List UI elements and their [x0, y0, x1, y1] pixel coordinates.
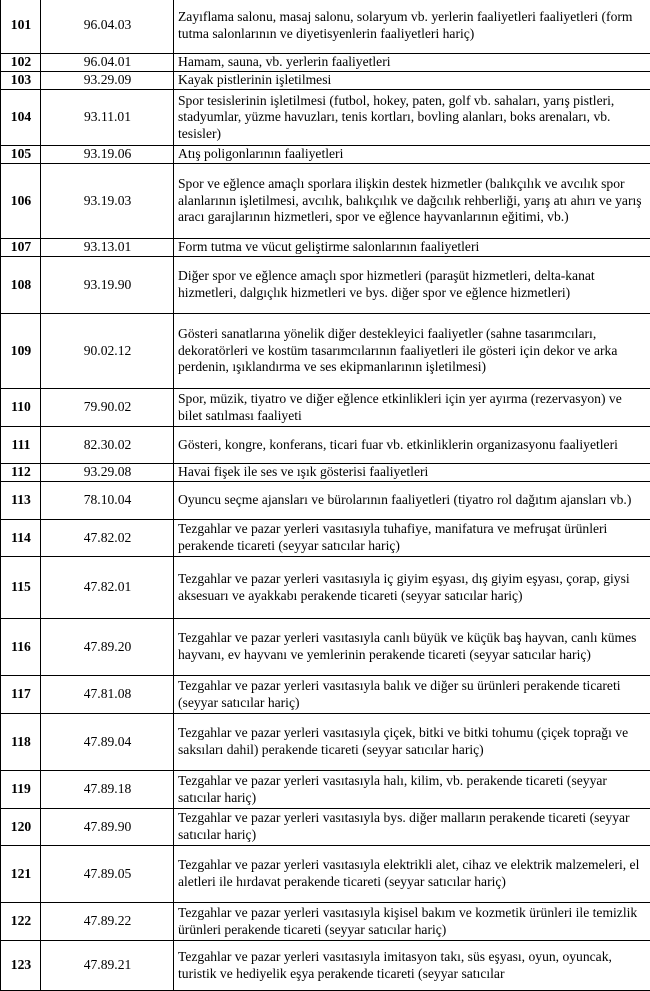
- table-row: [1, 619, 650, 676]
- activity-code: 47.89.18: [41, 771, 174, 809]
- activity-code: 93.29.09: [41, 72, 174, 90]
- activity-code: 47.89.20: [41, 619, 174, 676]
- activity-code: 93.19.90: [41, 257, 174, 314]
- activity-description: Tezgahlar ve pazar yerleri vasıtasıyla tuhafiye, manifatura ve mefruşat ürünleri perakende ticareti (seyyar satıcılar hariç): [174, 520, 650, 557]
- row-number: 110: [1, 389, 41, 427]
- row-number: 107: [1, 239, 41, 257]
- row-number: 102: [1, 54, 41, 72]
- activity-code: 47.81.08: [41, 676, 174, 714]
- row-number: 122: [1, 903, 41, 941]
- row-number: 106: [1, 164, 41, 239]
- table-row: [1, 464, 650, 482]
- activity-code: 47.89.21: [41, 941, 174, 991]
- table-row: [1, 314, 650, 389]
- table-row: [1, 164, 650, 239]
- table-row: [1, 676, 650, 714]
- activity-code: 47.82.01: [41, 557, 174, 619]
- activity-description: Tezgahlar ve pazar yerleri vasıtasıyla çiçek, bitki ve bitki tohumu (çiçek toprağı ve saksıları dahil) perakende ticareti (seyyar satıcılar hariç): [174, 714, 650, 771]
- activity-code: 47.89.04: [41, 714, 174, 771]
- activity-description: Atış poligonlarının faaliyetleri: [174, 146, 650, 164]
- table-row: [1, 427, 650, 464]
- activity-code: 79.90.02: [41, 389, 174, 427]
- row-number: 112: [1, 464, 41, 482]
- activity-description: Tezgahlar ve pazar yerleri vasıtasıyla iç giyim eşyası, dış giyim eşyası, çorap, giysi aksesuarı ve ayakkabı perakende ticareti (seyyar satıcılar hariç): [174, 557, 650, 619]
- activity-code: 47.82.02: [41, 520, 174, 557]
- table-row: [1, 809, 650, 846]
- table-row: [1, 72, 650, 90]
- row-number: 115: [1, 557, 41, 619]
- table-row: [1, 714, 650, 771]
- row-number: 118: [1, 714, 41, 771]
- row-number: 113: [1, 482, 41, 520]
- table-row: [1, 0, 650, 54]
- activity-code: 47.89.05: [41, 846, 174, 903]
- row-number: 111: [1, 427, 41, 464]
- activity-description: Tezgahlar ve pazar yerleri vasıtasıyla kişisel bakım ve kozmetik ürünleri ile temizlik ürünleri perakende ticareti (seyyar satıcılar hariç): [174, 903, 650, 941]
- row-number: 121: [1, 846, 41, 903]
- activity-description: Spor tesislerinin işletilmesi (futbol, hokey, paten, golf vb. sahaları, yarış pistleri, stadyumlar, yüzme havuzları, tenis kortları, bovling alanları, boks arenaları, vb. tesisler): [174, 90, 650, 146]
- activity-code: 90.02.12: [41, 314, 174, 389]
- table-row: [1, 846, 650, 903]
- activity-description: Form tutma ve vücut geliştirme salonlarının faaliyetleri: [174, 239, 650, 257]
- activity-description: Spor ve eğlence amaçlı sporlara ilişkin destek hizmetler (balıkçılık ve avcılık spor alanlarının işletilmesi, avcılık, balıkçılık ve dağcılık rehberliği, yarış atı ahırı ve yarış aracı garajlarının hizmetleri, spor ve eğlence hayvanlarının eğitimi, vb.): [174, 164, 650, 239]
- activity-description: Hamam, sauna, vb. yerlerin faaliyetleri: [174, 54, 650, 72]
- table-row: [1, 557, 650, 619]
- row-number: 119: [1, 771, 41, 809]
- activity-description: Tezgahlar ve pazar yerleri vasıtasıyla elektrikli alet, cihaz ve elektrik malzemeleri, el aletleri ile hırdavat perakende ticareti (seyyar satıcılar hariç): [174, 846, 650, 903]
- activity-description: Tezgahlar ve pazar yerleri vasıtasıyla canlı büyük ve küçük baş hayvan, canlı kümes hayvanı, ev hayvanı ve yemlerinin perakende ticareti (seyyar satıcılar hariç): [174, 619, 650, 676]
- row-number: 114: [1, 520, 41, 557]
- table-row: [1, 146, 650, 164]
- table-row: [1, 771, 650, 809]
- table-row: [1, 257, 650, 314]
- table-row: [1, 389, 650, 427]
- activity-code: 82.30.02: [41, 427, 174, 464]
- activity-description: Tezgahlar ve pazar yerleri vasıtasıyla balık ve diğer su ürünleri perakende ticareti (seyyar satıcılar hariç): [174, 676, 650, 714]
- table-body: [1, 0, 650, 991]
- activity-description: Spor, müzik, tiyatro ve diğer eğlence etkinlikleri için yer ayırma (rezervasyon) ve bilet satılması faaliyeti: [174, 389, 650, 427]
- table-row: [1, 903, 650, 941]
- row-number: 101: [1, 0, 41, 54]
- table-row: [1, 520, 650, 557]
- activity-code: 96.04.03: [41, 0, 174, 54]
- row-number: 117: [1, 676, 41, 714]
- activity-description: Diğer spor ve eğlence amaçlı spor hizmetleri (paraşüt hizmetleri, delta-kanat hizmetleri, dalgıçlık hizmetleri ve bys. diğer spor ve eğlence hizmetleri): [174, 257, 650, 314]
- activity-code: 93.19.06: [41, 146, 174, 164]
- activity-description: Kayak pistlerinin işletilmesi: [174, 72, 650, 90]
- activity-code: 47.89.90: [41, 809, 174, 846]
- activity-code: 93.11.01: [41, 90, 174, 146]
- activity-code: 47.89.22: [41, 903, 174, 941]
- activity-code: 78.10.04: [41, 482, 174, 520]
- table-row: [1, 90, 650, 146]
- activity-description: Gösteri sanatlarına yönelik diğer destekleyici faaliyetler (sahne tasarımcıları, dekoratörleri ve kostüm tasarımcılarının faaliyetleri ile gösteri için dekor ve arka perdenin, ışıklandırma ve ses ekipmanlarının işletilmesi): [174, 314, 650, 389]
- row-number: 109: [1, 314, 41, 389]
- activity-code: 93.19.03: [41, 164, 174, 239]
- row-number: 120: [1, 809, 41, 846]
- table-row: [1, 482, 650, 520]
- row-number: 103: [1, 72, 41, 90]
- row-number: 108: [1, 257, 41, 314]
- table-row: [1, 941, 650, 991]
- row-number: 104: [1, 90, 41, 146]
- activity-description: Gösteri, kongre, konferans, ticari fuar vb. etkinliklerin organizasyonu faaliyetleri: [174, 427, 650, 464]
- activity-description: Oyuncu seçme ajansları ve bürolarının faaliyetleri (tiyatro rol dağıtım ajansları vb.): [174, 482, 650, 520]
- row-number: 116: [1, 619, 41, 676]
- activity-code: 93.13.01: [41, 239, 174, 257]
- table-row: [1, 54, 650, 72]
- activity-description: Zayıflama salonu, masaj salonu, solaryum vb. yerlerin faaliyetleri faaliyetleri (form tutma salonlarının ve diyetisyenlerin faaliyetleri hariç): [174, 0, 650, 54]
- activity-description: Havai fişek ile ses ve ışık gösterisi faaliyetleri: [174, 464, 650, 482]
- table-row: [1, 239, 650, 257]
- activity-description: Tezgahlar ve pazar yerleri vasıtasıyla bys. diğer malların perakende ticareti (seyyar satıcılar hariç): [174, 809, 650, 846]
- activity-code: 96.04.01: [41, 54, 174, 72]
- activity-code: 93.29.08: [41, 464, 174, 482]
- activity-description: Tezgahlar ve pazar yerleri vasıtasıyla imitasyon takı, süs eşyası, oyun, oyuncak, turistik ve hediyelik eşya perakende ticareti (seyyar satıcılar: [174, 941, 650, 991]
- row-number: 123: [1, 941, 41, 991]
- row-number: 105: [1, 146, 41, 164]
- activity-description: Tezgahlar ve pazar yerleri vasıtasıyla halı, kilim, vb. perakende ticareti (seyyar satıcılar hariç): [174, 771, 650, 809]
